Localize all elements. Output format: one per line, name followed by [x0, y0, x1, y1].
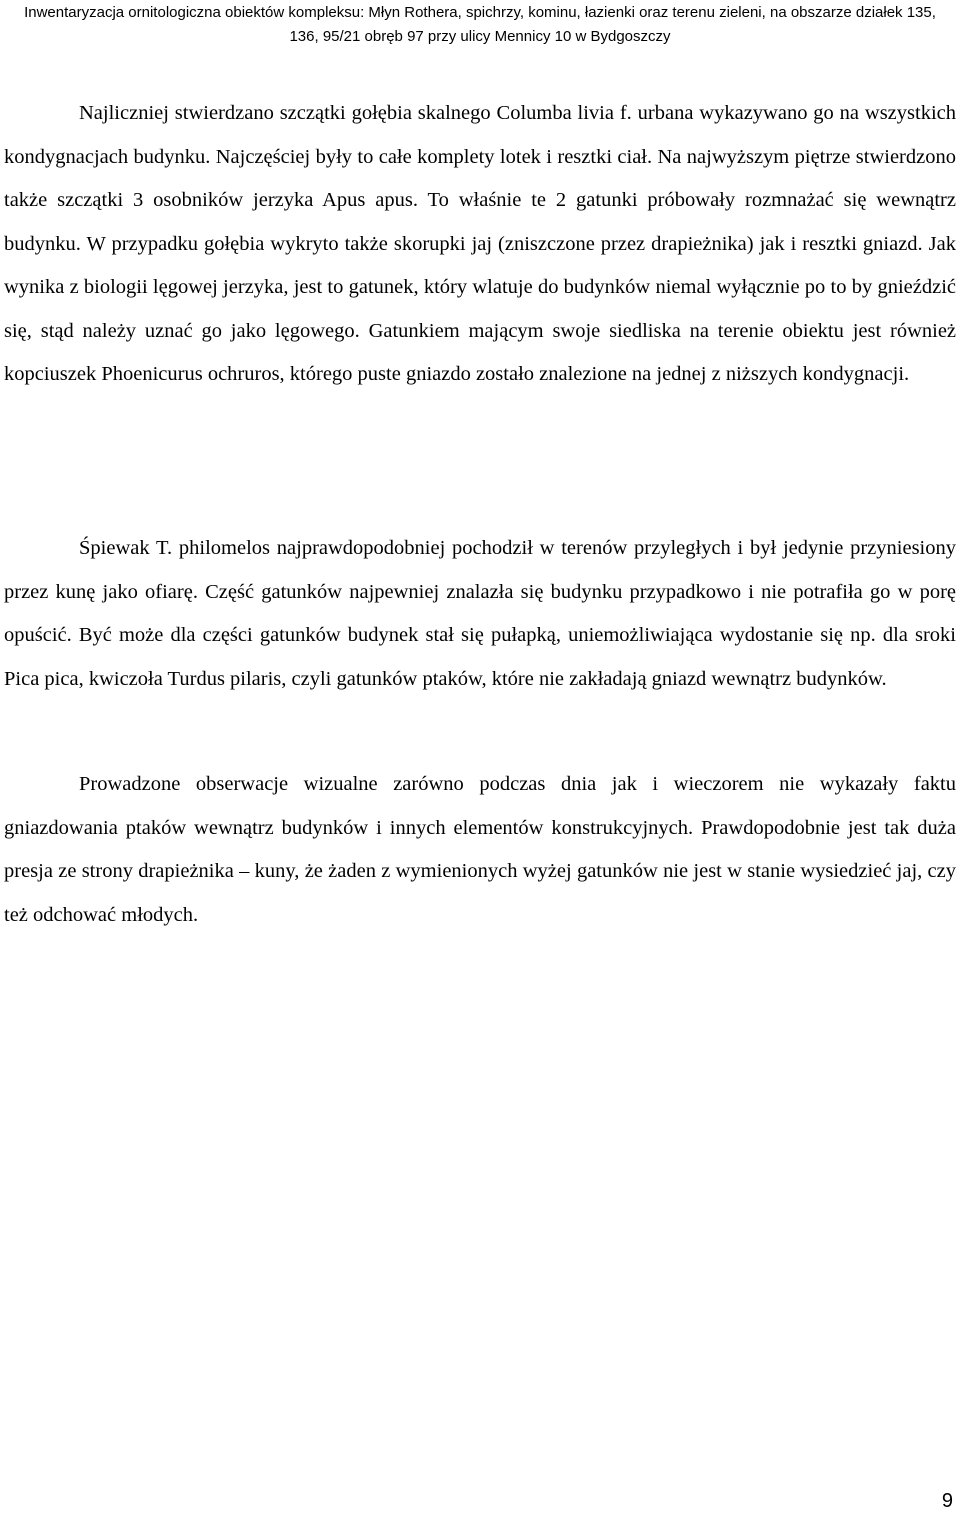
header-line-2: 136, 95/21 obręb 97 przy ulicy Mennicy 10 w Bydgoszczy — [289, 28, 671, 45]
header-line-1: Inwentaryzacja ornitologiczna obiektów kompleksu: Młyn Rothera, spichrzy, kominu, łazienki oraz terenu zieleni, na obszarze działek 135, — [24, 4, 936, 21]
paragraph-1 — [4, 92, 956, 397]
page-number: 9 — [941, 1490, 953, 1512]
paragraph-2-run-1: Śpiewak T. philomelos najprawdopodobniej pochodził w terenów przyległych i był jedynie przyniesiony przez kunę jako ofiarę. Część gatunków najpewniej znalazła się budynku przypadkowo i nie potrafiła go w porę opuścić. Być może dla części gatunków budynek stał się pułapką, uniemożliwiająca wydostanie się np. dla sroki Pica pica, kwiczoła Turdus pilaris, czyli gatunków ptaków, które nie zakładają gniazd wewnątrz budynków. — [4, 537, 956, 690]
paragraph-1-run-3: Gatunkiem mającym swoje siedliska na terenie obiektu jest również kopciuszek Phoenicurus ochruros, którego puste gniazdo zostało znalezione na jednej z niższych kondygnacji. — [4, 319, 957, 385]
paragraph-3 — [4, 763, 956, 937]
running-header — [0, 0, 960, 49]
paragraph-3-run-1: Prowadzone obserwacje wizualne zarówno podczas dnia jak i wieczorem nie wykazały faktu gniazdowania ptaków wewnątrz budynków i innych elementów konstrukcyjnych. — [4, 773, 956, 839]
paragraph-2 — [4, 527, 956, 701]
paragraph-1-run-2: W przypadku gołębia wykryto także skorupki jaj (zniszczone przez drapieżnika) jak i resztki gniazd. Jak wynika z biologii lęgowej jerzyka, jest to gatunek, który wlatuje do budynków niemal wyłącznie po to by gnieździć się, stąd należy uznać go jako lęgowego. — [4, 232, 956, 342]
paragraph-3-run-2: Prawdopodobnie jest tak duża presja ze strony drapieżnika – kuny, że żaden z wymienionych wyżej gatunków nie jest w stanie wysiedzieć jaj, czy też odchować młodych. — [4, 816, 957, 926]
paragraph-1-run-1: Najliczniej stwierdzano szczątki gołębia skalnego Columba livia f. urbana wykazywano go na wszystkich kondygnacjach budynku. Najczęściej były to całe komplety lotek i resztki ciał. Na najwyższym piętrze stwierdzono także szczątki 3 osobników jerzyka Apus apus. To właśnie te 2 gatunki próbowały rozmnażać się wewnątrz budynku. — [4, 102, 956, 255]
